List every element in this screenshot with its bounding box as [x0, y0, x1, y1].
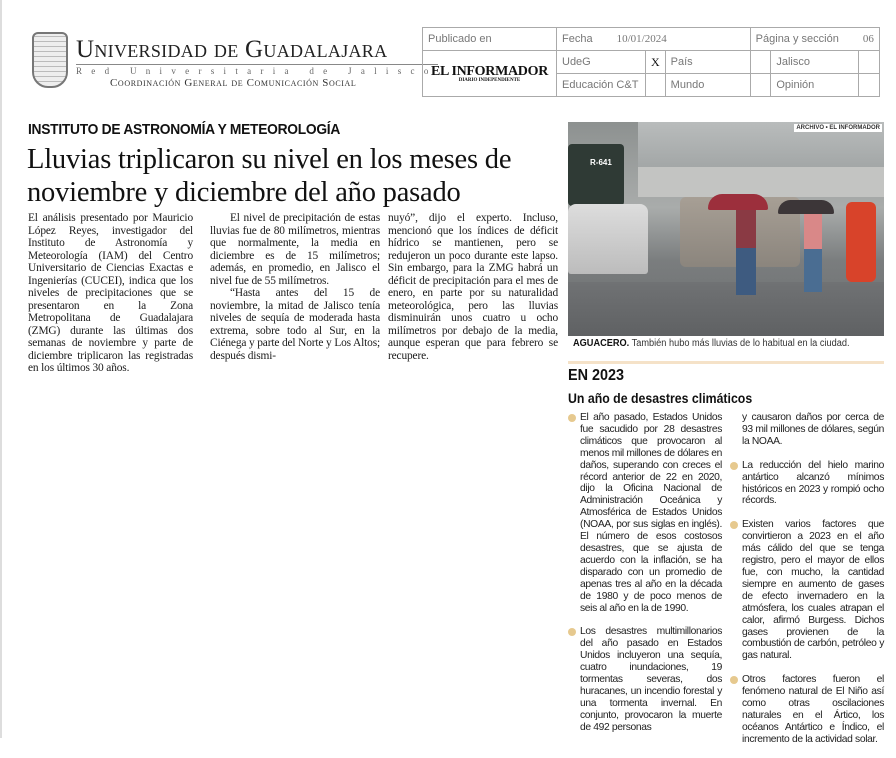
article-column-3: [388, 212, 558, 362]
umbrella-red: [708, 194, 768, 210]
published-in-label: Publicado en: [423, 28, 557, 51]
bullet-icon: [730, 521, 738, 529]
date-label: Fecha: [562, 33, 593, 45]
university-name: Universidad de Guadalajara: [76, 36, 388, 63]
list-item-continued: y causaron daños por cerca de 93 mil millones de dólares, según la NOAA.: [742, 412, 884, 447]
section-udeg-mark: X: [646, 51, 666, 74]
article-headline: Lluvias triplicaron su nivel en los meses de noviembre y diciembre del año pasado: [27, 144, 512, 208]
section-opinion: Opinión: [771, 74, 859, 97]
sidebar-divider: [568, 361, 884, 364]
list-item: La reducción del hielo marino antártico alcanzó mínimos históricos en 2023 y rompió ocho récords.: [730, 460, 884, 508]
section-mundo-mark: [750, 74, 771, 97]
publication-table: [422, 27, 880, 97]
list-item: Otros factores fueron el fenómeno natural de El Niño así como otras oscilaciones naturales en el Ártico, los océanos Antártico e Índico, el incremento de la actividad solar.: [730, 674, 884, 745]
udg-logo: [30, 32, 438, 94]
photo-caption: AGUACERO. También hubo más lluvias de lo habitual en la ciudad.: [573, 338, 850, 349]
section-pais: País: [665, 51, 750, 74]
photo-credit: ARCHIVO • EL INFORMADOR: [796, 125, 880, 131]
section-educacion-mark: [646, 74, 666, 97]
article-paragraph: nuyó”, dijo el experto. Incluso, mencionó que los índices de déficit hídrico se mantienen, pero se redujeron un poco durante este lapso. Sin embargo, para la ZMG habrá un déficit de precipitación para el mes de enero, en parte por su naturalidad meteorológica, pero las lluvias disminuirán unos cuatro u ocho milímetros por debajo de la media, aunque esperan que para febrero se recupere.: [388, 212, 558, 362]
article-column-1: [28, 212, 193, 375]
page-label: Página y sección: [755, 33, 839, 45]
section-educacion: Educación C&T: [557, 74, 646, 97]
page-cell: [750, 28, 879, 51]
section-mundo: Mundo: [665, 74, 750, 97]
umbrella-dark: [778, 200, 834, 214]
article-column-2: [210, 212, 380, 362]
section-pais-mark: [750, 51, 771, 74]
date-cell: [557, 28, 751, 51]
sidebar-title: Un año de desastres climáticos: [568, 390, 753, 406]
sidebar-kicker: EN 2023: [568, 367, 625, 384]
article-kicker: INSTITUTO DE ASTRONOMÍA Y METEOROLOGÍA: [28, 121, 341, 138]
bullet-icon: [730, 462, 738, 470]
page-value: 06: [862, 33, 874, 45]
sidebar-column-1: [568, 412, 722, 746]
newspaper-logo: EL INFORMADOR DIARIO INDEPENDIENTE: [423, 51, 557, 97]
section-udeg: UdeG: [557, 51, 646, 74]
article-paragraph: El análisis presentado por Mauricio López Reyes, investigador del Instituto de Astronomía y Meteorología (IAM) del Centro Universitario de Ciencias Exactas e Ingenierías (CUCEI), indica que los niveles de precipitaciones que se presentaron en la Zona Metropolitana de Guadalajara (ZMG) durante las últimas dos semanas de noviembre y parte de diciembre triplicaron las registradas en los últimos 30 años.: [28, 212, 193, 374]
sidebar-column-2: [730, 412, 884, 758]
section-jalisco-mark: [859, 51, 880, 74]
network-name: Red Universitaria de Jalisco: [76, 66, 438, 76]
page-edge: [0, 0, 2, 738]
bullet-icon: [730, 676, 738, 684]
bullet-icon: [568, 414, 576, 422]
date-value: 10/01/2024: [616, 33, 667, 45]
article-paragraph: “Hasta antes del 15 de noviembre, la mitad de Jalisco tenía niveles de sequía de moderada hasta extrema, sobre todo al Sur, en la Ciénega y parte del Norte y Los Altos; después dismi-: [210, 287, 380, 362]
section-opinion-mark: [859, 74, 880, 97]
list-item: Los desastres multimillonarios del año pasado en Estados Unidos incluyeron una sequía, cuatro inundaciones, 19 tormentas severas, dos huracanes, un incendio forestal y una tormenta invernal. En conjunto, provocaron la muerte de 492 personas: [568, 626, 722, 733]
coordination-name: Coordinación General de Comunicación Social: [110, 77, 357, 89]
list-item: El año pasado, Estados Unidos fue sacudido por 28 desastres climáticos que provocaron al menos mil millones de dólares en daños, superando con creces el récord anterior de 22 en 2020, dijo la Oficina Nacional de Administración Oceánica y Atmosférica de Estados Unidos (NOAA, por sus siglas en inglés). El número de esos costosos desastres, que se ajusta de acuerdo con la inflación, se ha disparado con un promedio de apenas tres al año en la década de 1980 y de poco menos de seis al año en la de 1990.: [568, 412, 722, 614]
rain-photo: [568, 122, 884, 336]
section-jalisco: Jalisco: [771, 51, 859, 74]
bullet-icon: [568, 628, 576, 636]
bus: R-641: [568, 144, 624, 206]
article-paragraph: El nivel de precipitación de estas lluvias fue de 80 milímetros, mientras que normalmente, la media en diciembre es de 15 milímetros; además, en promedio, en Jalisco el nivel fue de 55 milímetros.: [210, 212, 380, 287]
udg-crest-icon: [32, 32, 68, 88]
list-item: Existen varios factores que convirtieron a 2023 en el año más cálido del que se tenga registro, pero el mayor de ellos fue, con mucho, la cantidad siempre en aumento de gases de efecto invernadero en la atmósfera, los cuales atrapan el calor, afirmó Burgess. Dichos gases provienen de la combustión de carbón, petróleo y gas natural.: [730, 519, 884, 662]
